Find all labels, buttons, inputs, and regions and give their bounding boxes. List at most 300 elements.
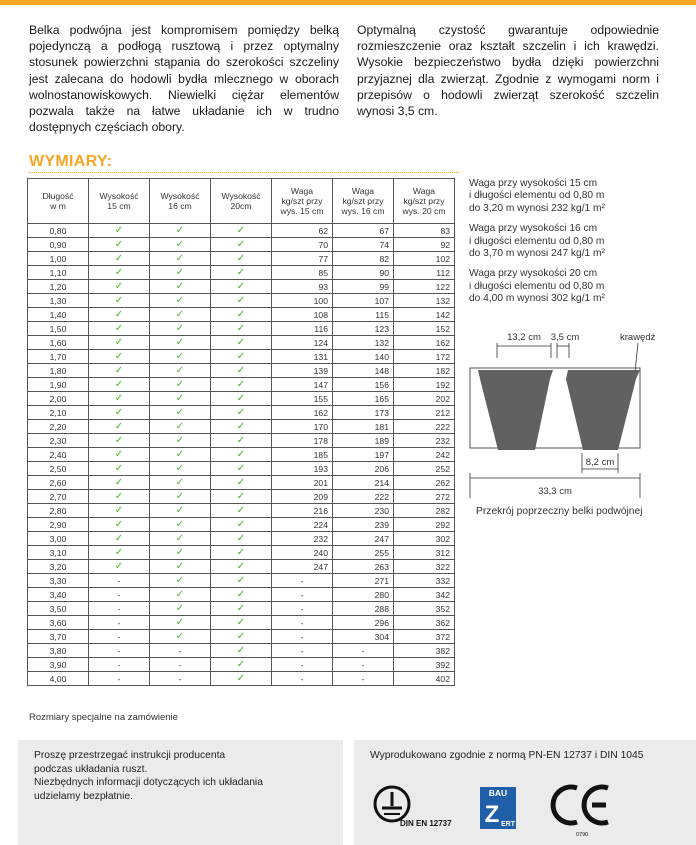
cell-length: 2,70 [28,490,89,504]
header-height-16: Wysokość 16 cm [150,179,211,224]
cell-height-16 [150,322,211,336]
weight-note-line: Waga przy wysokości 16 cm [469,223,598,235]
cell-weight-20: 262 [394,476,455,490]
cell-weight-20: 192 [394,378,455,392]
table-row [28,322,455,336]
cell-height-20 [211,644,272,658]
check-icon: ✓ [175,295,185,306]
weight-note-line: i długości elementu od 0,80 m [469,190,605,202]
cell-weight-16: 181 [333,420,394,434]
check-icon: ✓ [114,505,124,516]
cell-height-16 [150,420,211,434]
cell-height-15: - [89,574,150,588]
cell-weight-20: 352 [394,602,455,616]
check-icon: ✓ [114,547,124,558]
edge-label: krawędź [620,332,656,343]
cell-weight-15: - [272,588,333,602]
check-icon: ✓ [236,589,246,600]
cell-height-20 [211,336,272,350]
check-icon: ✓ [175,323,185,334]
table-row [28,420,455,434]
cell-weight-16: 90 [333,266,394,280]
weight-note-line: Waga przy wysokości 15 cm [469,178,598,189]
intro-right-paragraph: Optymalną czystość gwarantuje odpowiednie rozmieszczenie oraz kształt szczelin i ich krawędzi. Wysokie bezpieczeństwo bydła dzięki powierzchni przyjaznej dla zwierząt. Zgodnie z wymogami norm i przepisów o hodowli zwierząt szerokość szczelin wynosi 3,5 cm. [357,23,659,119]
check-icon: ✓ [175,365,185,376]
table-row [28,350,455,364]
cell-length: 2,00 [28,392,89,406]
check-icon: ✓ [175,449,185,460]
cell-height-20 [211,616,272,630]
check-icon: ✓ [236,603,246,614]
cell-weight-20: 322 [394,560,455,574]
cell-weight-15: 116 [272,322,333,336]
cell-height-16 [150,406,211,420]
bauzert-logo [480,787,516,829]
cell-length: 1,50 [28,322,89,336]
cell-weight-16: 156 [333,378,394,392]
cell-height-20 [211,588,272,602]
cell-height-20 [211,308,272,322]
cell-length: 3,60 [28,616,89,630]
table-row [28,392,455,406]
cell-weight-15: 193 [272,462,333,476]
cell-height-15: - [89,588,150,602]
cell-weight-15: 77 [272,252,333,266]
cell-height-16 [150,252,211,266]
cell-weight-15: 85 [272,266,333,280]
cell-length: 0,80 [28,224,89,238]
footer-instructions [18,740,343,845]
check-icon: ✓ [114,267,124,278]
cell-length: 3,40 [28,588,89,602]
check-icon: ✓ [175,491,185,502]
cell-weight-20: 112 [394,266,455,280]
cell-height-15 [89,322,150,336]
check-icon: ✓ [236,477,246,488]
cell-weight-15: 139 [272,364,333,378]
table-row [28,294,455,308]
cross-section-diagram [468,328,673,503]
table-row [28,434,455,448]
weight-note-line: do 3,20 m wynosi 232 kg/1 m² [469,202,605,214]
cell-height-15: - [89,658,150,672]
cell-height-15 [89,266,150,280]
cell-weight-20: 152 [394,322,455,336]
check-icon: ✓ [175,477,185,488]
cell-weight-15: - [272,602,333,616]
weight-note-20 [469,268,684,305]
footer-line: podczas układania ruszt. [34,763,148,775]
cell-height-15 [89,350,150,364]
check-icon: ✓ [175,589,185,600]
weight-note-line: do 3,70 m wynosi 247 kg/1 m² [469,248,605,260]
cell-height-15 [89,294,150,308]
check-icon: ✓ [114,253,124,264]
check-icon: ✓ [236,547,246,558]
cell-weight-15: 93 [272,280,333,294]
cell-length: 2,80 [28,504,89,518]
check-icon: ✓ [114,491,124,502]
cell-height-16 [150,392,211,406]
cell-weight-15: 247 [272,560,333,574]
cell-weight-20: 202 [394,392,455,406]
table-row [28,476,455,490]
check-icon: ✓ [236,393,246,404]
cell-length: 2,90 [28,518,89,532]
cell-weight-15: - [272,658,333,672]
cell-weight-15: 185 [272,448,333,462]
cell-length: 4,00 [28,672,89,686]
check-icon: ✓ [114,225,124,236]
check-icon: ✓ [175,281,185,292]
cell-weight-16: - [333,672,394,686]
check-icon: ✓ [175,435,185,446]
cell-weight-15: 100 [272,294,333,308]
cell-height-15 [89,252,150,266]
cell-weight-15: 240 [272,546,333,560]
cell-height-16: - [150,672,211,686]
cell-height-16 [150,294,211,308]
check-icon: ✓ [236,267,246,278]
cell-weight-20: 302 [394,532,455,546]
table-body [28,224,455,686]
cell-length: 2,30 [28,434,89,448]
table-row [28,308,455,322]
check-icon: ✓ [175,603,185,614]
cell-height-15 [89,280,150,294]
check-icon: ✓ [175,379,185,390]
bau-ert-text: ERT [501,821,515,828]
cell-weight-15: 62 [272,224,333,238]
check-icon: ✓ [175,337,185,348]
cell-weight-16: 288 [333,602,394,616]
cell-height-20 [211,560,272,574]
cell-height-15 [89,336,150,350]
check-icon: ✓ [114,337,124,348]
check-icon: ✓ [114,519,124,530]
check-icon: ✓ [236,519,246,530]
check-icon: ✓ [236,645,246,656]
table-row [28,546,455,560]
cell-height-15 [89,308,150,322]
cell-weight-15: 224 [272,518,333,532]
cell-height-20 [211,546,272,560]
check-icon: ✓ [114,463,124,474]
cell-weight-15: 209 [272,490,333,504]
cell-length: 2,60 [28,476,89,490]
check-icon: ✓ [175,421,185,432]
cell-weight-16: 132 [333,336,394,350]
table-row [28,672,455,686]
cell-height-20 [211,322,272,336]
check-icon: ✓ [114,323,124,334]
cell-length: 3,70 [28,630,89,644]
cell-weight-20: 222 [394,420,455,434]
cell-weight-15: 201 [272,476,333,490]
check-icon: ✓ [175,309,185,320]
header-weight-15: Waga kg/szt przy wys. 15 cm [272,179,333,224]
check-icon: ✓ [114,365,124,376]
check-icon: ✓ [236,323,246,334]
footer-certification [354,740,696,845]
cell-length: 3,10 [28,546,89,560]
table-row [28,518,455,532]
cell-height-16 [150,238,211,252]
cell-length: 1,10 [28,266,89,280]
check-icon: ✓ [114,449,124,460]
cell-height-15 [89,392,150,406]
cell-height-16 [150,546,211,560]
cell-weight-20: 332 [394,574,455,588]
check-icon: ✓ [175,617,185,628]
table-row [28,616,455,630]
check-icon: ✓ [236,659,246,670]
check-icon: ✓ [236,407,246,418]
special-sizes-note: Rozmiary specjalne na zamówienie [29,712,178,723]
check-icon: ✓ [175,463,185,474]
header-height-20: Wysokość 20cm [211,179,272,224]
check-icon: ✓ [175,267,185,278]
cell-height-20 [211,532,272,546]
table-row [28,406,455,420]
table-row [28,448,455,462]
cell-weight-15: 124 [272,336,333,350]
cell-length: 3,20 [28,560,89,574]
check-icon: ✓ [175,225,185,236]
cell-weight-16: 214 [333,476,394,490]
check-icon: ✓ [175,575,185,586]
cell-weight-16: 140 [333,350,394,364]
footer-instructions-text [34,749,263,803]
cell-height-20 [211,420,272,434]
cell-weight-15: 178 [272,434,333,448]
cell-weight-15: 155 [272,392,333,406]
cell-weight-15: - [272,672,333,686]
beam-left [478,370,553,450]
cell-height-20 [211,280,272,294]
cell-height-15 [89,378,150,392]
cell-weight-16: 173 [333,406,394,420]
cell-length: 1,40 [28,308,89,322]
table-row [28,364,455,378]
check-icon: ✓ [175,533,185,544]
check-icon: ✓ [114,393,124,404]
cell-height-16 [150,350,211,364]
din-en-logo [375,787,452,828]
cell-weight-15: - [272,630,333,644]
weight-note-line: Waga przy wysokości 20 cm [469,268,598,280]
cell-weight-20: 122 [394,280,455,294]
cell-weight-20: 402 [394,672,455,686]
cell-height-20 [211,448,272,462]
cell-length: 2,10 [28,406,89,420]
beam-right [566,370,640,450]
cell-weight-20: 392 [394,658,455,672]
cell-length: 1,20 [28,280,89,294]
cell-height-16 [150,462,211,476]
table-row [28,280,455,294]
cell-height-20 [211,658,272,672]
check-icon: ✓ [114,421,124,432]
dim-top-label: 13,2 cm [507,332,541,343]
cell-height-20 [211,630,272,644]
cell-height-16 [150,532,211,546]
cell-height-16 [150,476,211,490]
cell-weight-16: 230 [333,504,394,518]
weight-note-line: i długości elementu od 0,80 m [469,235,605,247]
check-icon: ✓ [175,393,185,404]
cell-weight-20: 142 [394,308,455,322]
cell-height-15 [89,532,150,546]
cell-height-20 [211,364,272,378]
cell-height-20 [211,350,272,364]
table-row [28,658,455,672]
cell-weight-15: 162 [272,406,333,420]
cell-weight-20: 212 [394,406,455,420]
check-icon: ✓ [236,533,246,544]
check-icon: ✓ [175,253,185,264]
cell-weight-16: 82 [333,252,394,266]
cell-weight-16: 123 [333,322,394,336]
cell-height-16 [150,266,211,280]
check-icon: ✓ [175,631,185,642]
check-icon: ✓ [114,561,124,572]
cell-weight-16: 271 [333,574,394,588]
cell-height-16 [150,630,211,644]
cell-height-15 [89,434,150,448]
cell-weight-15: 70 [272,238,333,252]
cell-length: 1,90 [28,378,89,392]
cell-height-16 [150,518,211,532]
cell-weight-20: 342 [394,588,455,602]
cell-weight-16: 115 [333,308,394,322]
table-row [28,602,455,616]
table-row [28,630,455,644]
cell-height-15 [89,518,150,532]
cell-weight-16: 206 [333,462,394,476]
check-icon: ✓ [175,505,185,516]
norm-text: Wyprodukowano zgodnie z normą PN-EN 12737 i DIN 1045 [370,750,644,761]
check-icon: ✓ [236,673,246,684]
cell-height-16 [150,336,211,350]
footer-line: udzielamy bezpłatnie. [34,790,134,802]
cell-length: 1,30 [28,294,89,308]
cell-weight-20: 362 [394,616,455,630]
cell-height-20 [211,406,272,420]
table-row [28,378,455,392]
table-row [28,336,455,350]
cell-height-15 [89,462,150,476]
check-icon: ✓ [236,561,246,572]
check-icon: ✓ [236,225,246,236]
header-weight-16: Waga kg/szt przy wys. 16 cm [333,179,394,224]
header-length: Długość w m [28,179,89,224]
check-icon: ✓ [175,351,185,362]
cell-height-20 [211,294,272,308]
cell-weight-20: 292 [394,518,455,532]
cell-weight-16: - [333,644,394,658]
cell-weight-16: 239 [333,518,394,532]
cell-weight-16: 255 [333,546,394,560]
ce-mark-logo [553,787,608,838]
cell-height-15 [89,476,150,490]
cell-weight-20: 132 [394,294,455,308]
cell-height-20 [211,378,272,392]
cell-weight-16: 197 [333,448,394,462]
check-icon: ✓ [114,477,124,488]
check-icon: ✓ [236,253,246,264]
check-icon: ✓ [114,379,124,390]
table-row [28,238,455,252]
cell-weight-20: 92 [394,238,455,252]
cell-length: 2,40 [28,448,89,462]
cell-weight-20: 282 [394,504,455,518]
cell-weight-20: 272 [394,490,455,504]
certification-logos [354,740,696,845]
check-icon: ✓ [175,519,185,530]
cell-length: 3,00 [28,532,89,546]
check-icon: ✓ [236,295,246,306]
check-icon: ✓ [236,365,246,376]
dimensions-table [27,178,455,686]
cell-height-20 [211,252,272,266]
check-icon: ✓ [114,281,124,292]
cell-height-15 [89,560,150,574]
cell-height-15 [89,448,150,462]
cell-weight-16: 67 [333,224,394,238]
cell-height-16 [150,602,211,616]
table-row [28,266,455,280]
cell-height-15: - [89,616,150,630]
cell-height-16: - [150,644,211,658]
cell-height-20 [211,518,272,532]
cell-height-20 [211,392,272,406]
table-row [28,224,455,238]
cell-weight-15: 170 [272,420,333,434]
weight-note-16 [469,223,684,260]
weight-note-line: i długości elementu od 0,80 m [469,280,605,292]
cell-height-20 [211,574,272,588]
bau-z-text: Z [484,801,500,828]
cell-height-20 [211,434,272,448]
header-weight-20: Waga kg/szt przy wys. 20 cm [394,179,455,224]
check-icon: ✓ [114,295,124,306]
bau-text: BAU [488,788,508,798]
cell-height-16 [150,434,211,448]
diagram-caption: Przekrój poprzeczny belki podwójnej [476,506,643,517]
check-icon: ✓ [114,239,124,250]
cell-height-15 [89,238,150,252]
cell-weight-15: 131 [272,350,333,364]
check-icon: ✓ [236,449,246,460]
check-icon: ✓ [236,505,246,516]
cell-weight-20: 102 [394,252,455,266]
cell-length: 1,00 [28,252,89,266]
cell-height-15 [89,546,150,560]
cell-weight-15: 216 [272,504,333,518]
cell-height-15 [89,490,150,504]
weight-note-15 [469,178,684,215]
cell-height-20 [211,504,272,518]
cell-height-15: - [89,644,150,658]
cell-height-15: - [89,672,150,686]
cell-weight-20: 382 [394,644,455,658]
check-icon: ✓ [175,561,185,572]
top-accent-bar [0,0,696,5]
check-icon: ✓ [175,407,185,418]
section-title-underline [29,172,459,173]
cell-length: 3,50 [28,602,89,616]
